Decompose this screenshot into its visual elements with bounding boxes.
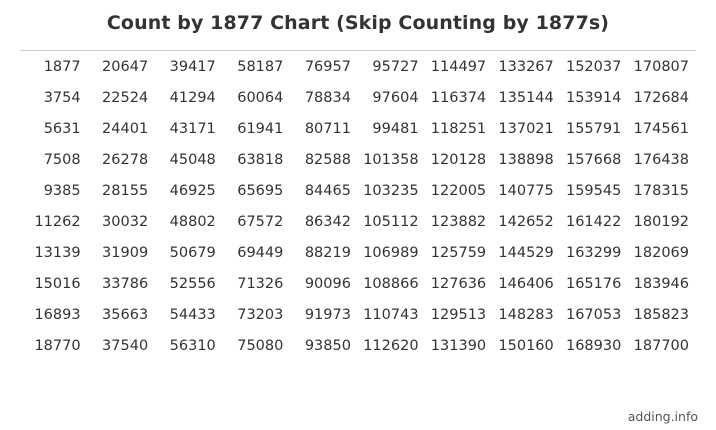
table-cell: 122005 xyxy=(430,182,487,199)
table-cell: 67572 xyxy=(237,213,284,230)
table-cell: 152037 xyxy=(565,58,622,75)
table-cell: 18770 xyxy=(34,337,81,354)
table-row xyxy=(20,330,696,361)
table-cell: 3754 xyxy=(43,89,81,106)
table-cell: 150160 xyxy=(498,337,554,354)
table-cell: 101358 xyxy=(363,151,419,168)
table-cell: 65695 xyxy=(237,182,284,199)
table-cell: 33786 xyxy=(102,275,149,292)
table-cell: 15016 xyxy=(34,275,81,292)
table-cell: 146406 xyxy=(498,275,554,292)
table-cell: 148283 xyxy=(498,306,554,323)
table-cell: 123882 xyxy=(430,213,487,230)
table-cell: 22524 xyxy=(102,89,149,106)
table-cell: 103235 xyxy=(363,182,419,199)
table-cell: 76957 xyxy=(304,58,351,75)
table-cell: 84465 xyxy=(304,182,351,199)
table-cell: 106989 xyxy=(363,244,419,261)
table-cell: 178315 xyxy=(633,182,689,199)
table-cell: 16893 xyxy=(34,306,81,323)
table-cell: 135144 xyxy=(498,89,554,106)
table-cell: 170807 xyxy=(633,58,689,75)
table-row xyxy=(20,51,696,82)
site-credit: adding.info xyxy=(627,409,698,424)
table-row xyxy=(20,113,696,144)
table-cell: 41294 xyxy=(169,89,216,106)
table-cell: 168930 xyxy=(565,337,622,354)
table-cell: 131390 xyxy=(430,337,487,354)
table-cell: 63818 xyxy=(237,151,284,168)
table-cell: 176438 xyxy=(633,151,689,168)
table-cell: 80711 xyxy=(304,120,351,137)
table-cell: 35663 xyxy=(102,306,149,323)
table-cell: 108866 xyxy=(363,275,419,292)
table-cell: 24401 xyxy=(102,120,149,137)
table-cell: 30032 xyxy=(102,213,149,230)
table-cell: 7508 xyxy=(43,151,81,168)
table-row xyxy=(20,299,696,330)
table-cell: 9385 xyxy=(43,182,81,199)
table-cell: 26278 xyxy=(102,151,149,168)
table-cell: 185823 xyxy=(633,306,689,323)
table-cell: 37540 xyxy=(102,337,149,354)
table-cell: 88219 xyxy=(304,244,351,261)
table-cell: 153914 xyxy=(565,89,622,106)
table-cell: 129513 xyxy=(430,306,487,323)
table-cell: 48802 xyxy=(169,213,216,230)
table-cell: 20647 xyxy=(102,58,149,75)
table-cell: 133267 xyxy=(498,58,554,75)
table-cell: 46925 xyxy=(169,182,216,199)
table-cell: 180192 xyxy=(633,213,689,230)
table-cell: 28155 xyxy=(102,182,149,199)
table-row xyxy=(20,268,696,299)
table-cell: 99481 xyxy=(372,120,419,137)
table-cell: 71326 xyxy=(237,275,284,292)
table-cell: 45048 xyxy=(169,151,216,168)
table-cell: 93850 xyxy=(304,337,351,354)
table-cell: 142652 xyxy=(498,213,554,230)
table-cell: 58187 xyxy=(237,58,284,75)
table-cell: 50679 xyxy=(169,244,216,261)
table-cell: 112620 xyxy=(363,337,419,354)
table-cell: 1877 xyxy=(43,58,81,75)
table-row xyxy=(20,144,696,175)
table-cell: 61941 xyxy=(237,120,284,137)
table-cell: 159545 xyxy=(565,182,622,199)
table-cell: 114497 xyxy=(430,58,487,75)
table-cell: 56310 xyxy=(169,337,216,354)
table-cell: 13139 xyxy=(34,244,81,261)
table-cell: 138898 xyxy=(498,151,554,168)
table-cell: 73203 xyxy=(237,306,284,323)
table-cell: 165176 xyxy=(565,275,622,292)
table-cell: 187700 xyxy=(633,337,689,354)
table-cell: 182069 xyxy=(633,244,689,261)
table-cell: 52556 xyxy=(169,275,216,292)
page-title: Count by 1877 Chart (Skip Counting by 1877s) xyxy=(106,12,610,34)
table-row xyxy=(20,82,696,113)
table-cell: 120128 xyxy=(430,151,487,168)
table-cell: 82588 xyxy=(304,151,351,168)
table-cell: 118251 xyxy=(430,120,487,137)
table-row xyxy=(20,206,696,237)
table-cell: 157668 xyxy=(565,151,622,168)
table-cell: 155791 xyxy=(565,120,622,137)
table-cell: 105112 xyxy=(363,213,419,230)
table-cell: 86342 xyxy=(304,213,351,230)
table-cell: 75080 xyxy=(237,337,284,354)
table-cell: 163299 xyxy=(565,244,622,261)
table-cell: 43171 xyxy=(169,120,216,137)
table-cell: 110743 xyxy=(363,306,419,323)
table-body xyxy=(20,51,696,361)
table-cell: 11262 xyxy=(34,213,81,230)
table-cell: 90096 xyxy=(304,275,351,292)
table-cell: 116374 xyxy=(430,89,487,106)
table-cell: 39417 xyxy=(169,58,216,75)
skip-counting-table xyxy=(20,51,696,361)
table-cell: 174561 xyxy=(633,120,689,137)
table-cell: 125759 xyxy=(430,244,487,261)
table-cell: 69449 xyxy=(237,244,284,261)
table-cell: 97604 xyxy=(372,89,419,106)
table-cell: 161422 xyxy=(565,213,622,230)
table-cell: 5631 xyxy=(43,120,81,137)
table-cell: 167053 xyxy=(565,306,622,323)
table-cell: 31909 xyxy=(102,244,149,261)
table-cell: 137021 xyxy=(498,120,554,137)
table-cell: 140775 xyxy=(498,182,554,199)
table-cell: 95727 xyxy=(372,58,419,75)
table-row xyxy=(20,237,696,268)
table-cell: 54433 xyxy=(169,306,216,323)
table-cell: 172684 xyxy=(633,89,689,106)
table-cell: 78834 xyxy=(304,89,351,106)
table-cell: 183946 xyxy=(633,275,689,292)
table-cell: 91973 xyxy=(304,306,351,323)
table-cell: 144529 xyxy=(498,244,554,261)
table-cell: 127636 xyxy=(430,275,487,292)
table-cell: 60064 xyxy=(237,89,284,106)
table-row xyxy=(20,175,696,206)
